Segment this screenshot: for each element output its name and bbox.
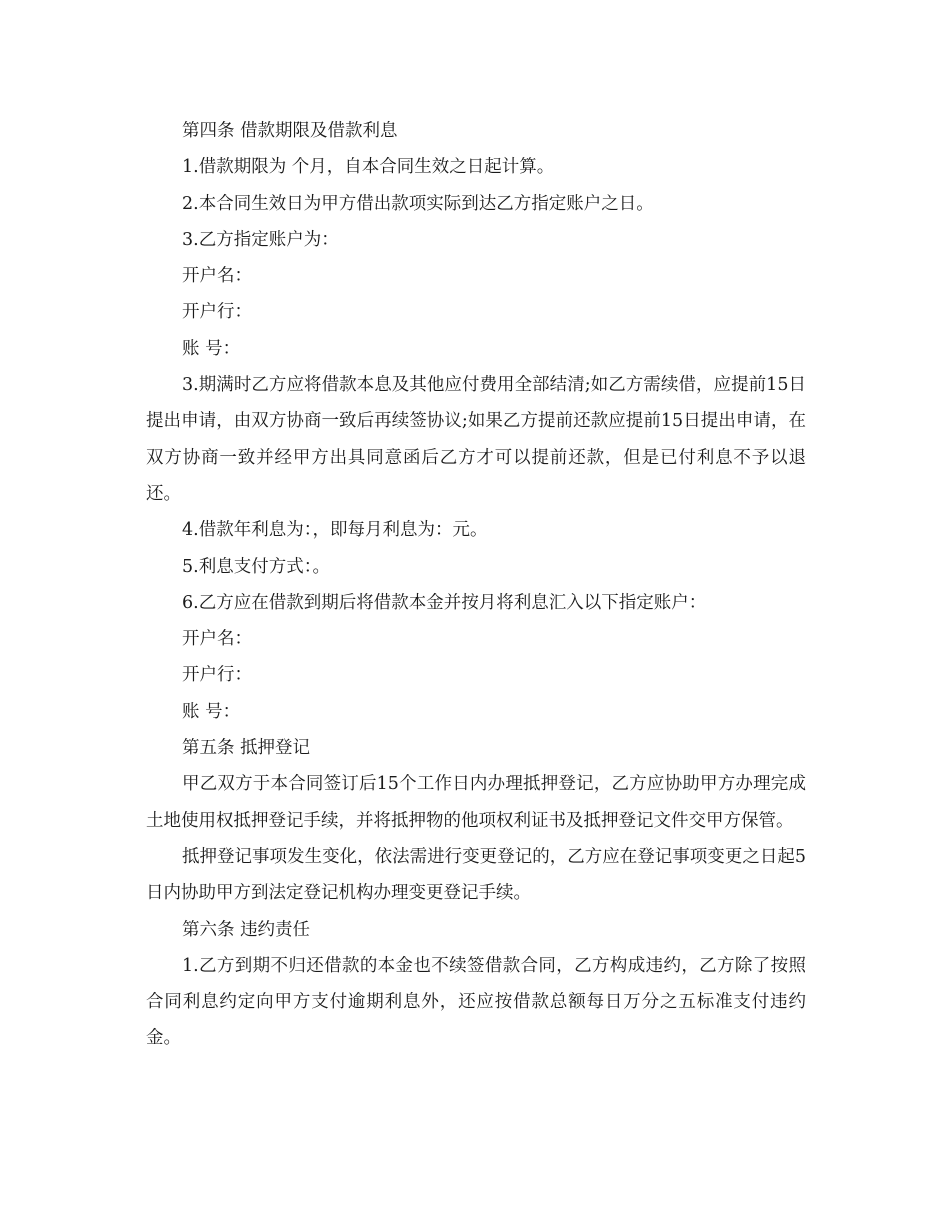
clause-4-6: 6.乙方应在借款到期后将借款本金并按月将利息汇入以下指定账户： (182, 592, 707, 613)
clause-5-registration: 甲乙双方于本合同签订后15个工作日内办理抵押登记，乙方应协助甲方办理完成土地使用权抵押登记手续，并将抵押物的他项权利证书及抵押登记文件交甲方保管。 (146, 774, 806, 831)
clause-6-1: 1.乙方到期不归还借款的本金也不续签借款合同，乙方构成违约，乙方除了按照合同利息约定向甲方支付逾期利息外，还应按借款总额每日万分之五标准支付违约金。 (146, 955, 806, 1049)
account-number-label: 账 号： (182, 338, 241, 359)
clause-5-change: 抵押登记事项发生变化，依法需进行变更登记的，乙方应在登记事项变更之日起5日内协助甲方到法定登记机构办理变更登记手续。 (146, 846, 806, 904)
clause-4-2: 2.本合同生效日为甲方借出款项实际到达乙方指定账户之日。 (182, 193, 654, 214)
repay-account-bank-label: 开户行： (182, 665, 252, 686)
clause-4-1: 1.借款期限为 个月，自本合同生效之日起计算。 (182, 157, 555, 178)
article-4-heading: 第四条 借款期限及借款利息 (182, 121, 398, 141)
article-6-heading: 第六条 违约责任 (182, 919, 311, 940)
account-name-label: 开户名： (182, 266, 252, 287)
article-5-heading: 第五条 抵押登记 (182, 738, 311, 759)
clause-4-4: 4.借款年利息为：，即每月利息为：元。 (182, 520, 488, 541)
clause-4-5: 5.利息支付方式：。 (182, 556, 330, 577)
clause-4-3: 3.乙方指定账户为： (182, 229, 339, 250)
document-page (146, 113, 806, 1057)
account-bank-label: 开户行： (182, 302, 252, 323)
repay-account-number-label: 账 号： (182, 701, 241, 722)
repay-account-name-label: 开户名： (182, 629, 252, 650)
clause-4-3-repayment: 3.期满时乙方应将借款本息及其他应付费用全部结清;如乙方需续借，应提前15日提出申请，由双方协商一致后再续签协议;如果乙方提前还款应提前15日提出申请，在双方协商一致并经甲方出具同意函后乙方才可以提前还款，但是已付利息不予以退还。 (146, 375, 806, 504)
